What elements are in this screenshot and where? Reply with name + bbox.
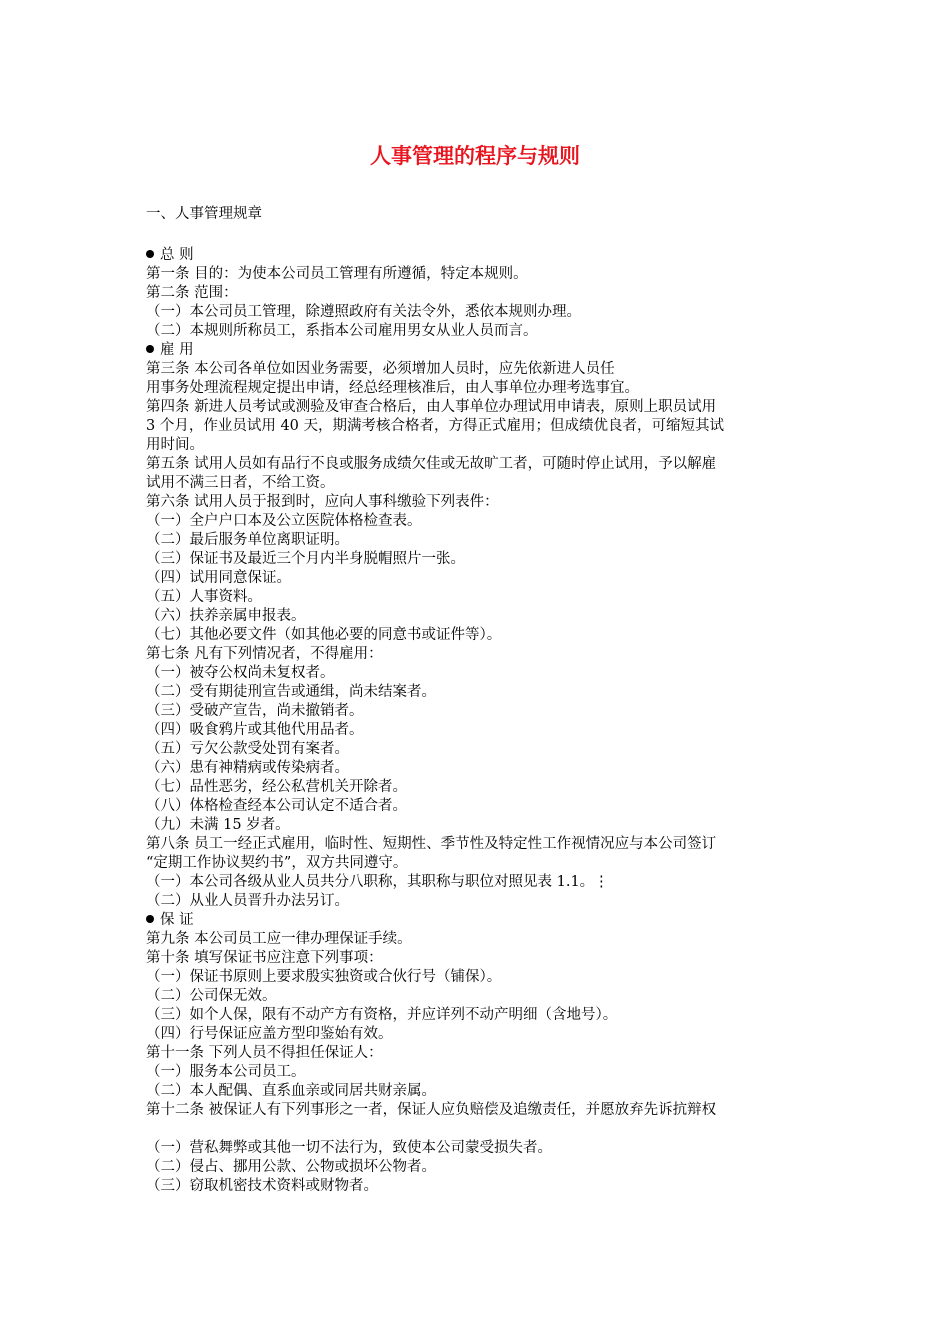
list-item: （一）本公司各级从业人员共分八职称，其职称与职位对照见表 1.1。⋮ <box>146 874 609 890</box>
list-item: （一）被夺公权尚未复权者。 <box>146 665 335 681</box>
blank-line <box>146 1120 810 1139</box>
paragraph-line: 试用不满三日者，不给工资。 <box>146 475 335 491</box>
list-item: （五）人事资料。 <box>146 589 262 605</box>
list-item: （二）侵占、挪用公款、公物或损坏公物者。 <box>146 1159 436 1175</box>
paragraph-line: 3 个月，作业员试用 40 天，期满考核合格者，方得正式雇用；但成绩优良者，可缩短其试 <box>146 418 724 434</box>
document-title: 人事管理的程序与规则 <box>370 144 580 168</box>
paragraph-line: 用事务处理流程规定提出申请，经总经理核准后，由人事单位办理考选事宜。 <box>146 380 639 396</box>
list-item: （四）试用同意保证。 <box>146 570 291 586</box>
paragraph-line: 第八条 员工一经正式雇用，临时性、短期性、季节性及特定性工作视情况应与本公司签订 <box>146 836 717 852</box>
list-item: （二）公司保无效。 <box>146 988 277 1004</box>
paragraph-line: 第五条 试用人员如有品行不良或服务成绩欠佳或无故旷工者，可随时停止试用，予以解雇 <box>146 456 717 472</box>
list-item: （二）最后服务单位离职证明。 <box>146 532 349 548</box>
paragraph-line: 第十条 填写保证书应注意下列事项： <box>146 950 383 966</box>
blank-line <box>146 224 810 243</box>
bullet-heading-general: 总 则 <box>146 246 810 265</box>
paragraph-line: 第七条 凡有下列情况者，不得雇用： <box>146 646 383 662</box>
paragraph-line: “定期工作协议契约书”，双方共同遵守。 <box>146 855 408 871</box>
paragraph-line: 第六条 试用人员于报到时，应向人事科缴验下列表件： <box>146 494 499 510</box>
bullet-heading-employment: 雇 用 <box>146 341 810 360</box>
paragraph-line: 第十二条 被保证人有下列事形之一者，保证人应负赔偿及追缴责任，并愿放弃先诉抗辩权 <box>146 1102 717 1118</box>
paragraph-line: 第二条 范围： <box>146 285 238 301</box>
list-item: （八）体格检查经本公司认定不适合者。 <box>146 798 407 814</box>
list-item: （六）扶养亲属申报表。 <box>146 608 306 624</box>
list-item: （四）吸食鸦片或其他代用品者。 <box>146 722 364 738</box>
list-item: （二）受有期徒刑宣告或通缉，尚未结案者。 <box>146 684 436 700</box>
paragraph-line: 第九条 本公司员工应一律办理保证手续。 <box>146 931 412 947</box>
paragraph-line: 第一条 目的：为使本公司员工管理有所遵循，特定本规则。 <box>146 266 528 282</box>
list-item: （七）品性恶劣，经公私营机关开除者。 <box>146 779 407 795</box>
bullet-icon <box>146 915 154 923</box>
bullet-heading-guarantee: 保 证 <box>146 911 810 930</box>
list-item: （四）行号保证应盖方型印鉴始有效。 <box>146 1026 393 1042</box>
list-item: （一）服务本公司员工。 <box>146 1064 306 1080</box>
list-item: （三）窃取机密技术资料或财物者。 <box>146 1178 378 1194</box>
paragraph-line: 第四条 新进人员考试或测验及审查合格后，由人事单位办理试用申请表，原则上职员试用 <box>146 399 717 415</box>
list-item: （一）全户户口本及公立医院体格检查表。 <box>146 513 422 529</box>
document-body <box>146 205 810 1196</box>
paragraph-line: （一）本公司员工管理，除遵照政府有关法令外，悉依本规则办理。 <box>146 304 581 320</box>
list-item: （五）亏欠公款受处罚有案者。 <box>146 741 349 757</box>
paragraph-line: （二）本规则所称员工，系指本公司雇用男女从业人员而言。 <box>146 323 538 339</box>
list-item: （九）未满 15 岁者。 <box>146 817 290 833</box>
list-item: （二）本人配偶、直系血亲或同居共财亲属。 <box>146 1083 436 1099</box>
list-item: （三）保证书及最近三个月内半身脱帽照片一张。 <box>146 551 465 567</box>
list-item: （七）其他必要文件（如其他必要的同意书或证件等）。 <box>146 627 502 643</box>
list-item: （三）受破产宣告，尚未撤销者。 <box>146 703 364 719</box>
section-heading: 一、人事管理规章 <box>146 206 262 222</box>
list-item: （三）如个人保，限有不动产方有资格，并应详列不动产明细（含地号）。 <box>146 1007 618 1023</box>
list-item: （一）营私舞弊或其他一切不法行为，致使本公司蒙受损失者。 <box>146 1140 552 1156</box>
paragraph-line: 第十一条 下列人员不得担任保证人： <box>146 1045 383 1061</box>
bullet-icon <box>146 250 154 258</box>
list-item: （六）患有神精病或传染病者。 <box>146 760 349 776</box>
list-item: （二）从业人员晋升办法另订。 <box>146 893 349 909</box>
paragraph-line: 第三条 本公司各单位如因业务需要，必须增加人员时，应先依新进人员任 <box>146 361 615 377</box>
bullet-icon <box>146 345 154 353</box>
paragraph-line: 用时间。 <box>146 437 204 453</box>
list-item: （一）保证书原则上要求殷实独资或合伙行号（铺保）。 <box>146 969 502 985</box>
